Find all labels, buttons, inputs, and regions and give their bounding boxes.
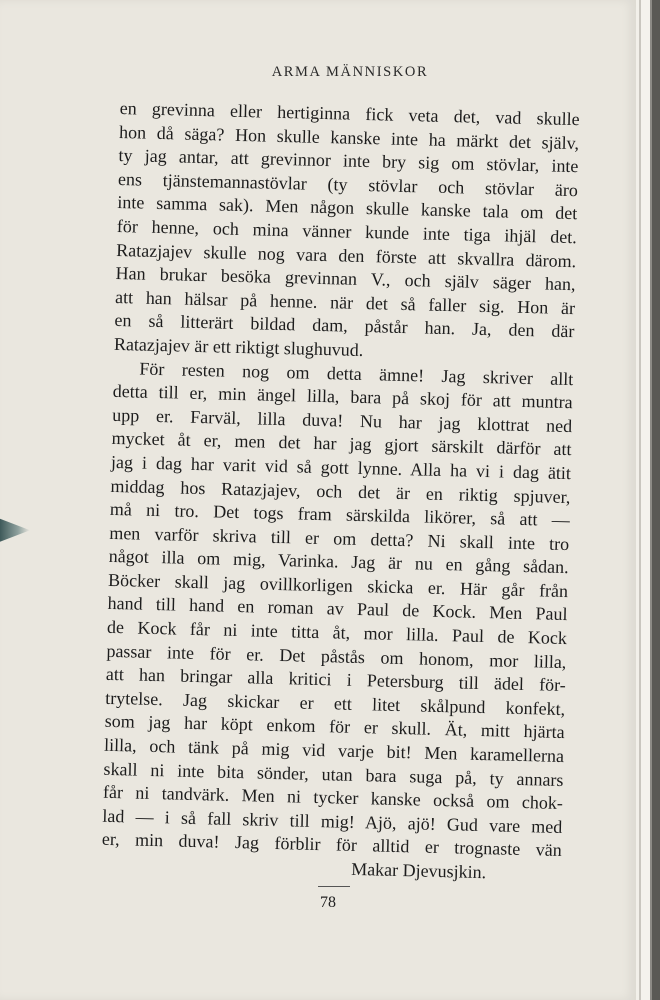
text-line: upp er. Farväl, lilla duva! Nu har jag klottrat ned xyxy=(111,404,573,436)
text-line: må ni tro. Det togs fram särskilda likörer, så att — xyxy=(109,498,571,531)
text-line: lilla, och tänk på mig vid varje bit! Men karamellerna xyxy=(103,734,565,767)
footer-rule xyxy=(318,886,350,887)
page-number: 78 xyxy=(320,894,336,911)
text-line: för henne, och mina vänner kunde inte tiga ihjäl det. xyxy=(116,215,577,248)
text-line: detta till er, min ängel lilla, bara på skoj för att muntra xyxy=(112,381,573,413)
text-line: middag hos Ratazjajev, och det är en riktig spjuver, xyxy=(110,475,571,507)
text-line: jag i dag har varit vid så gott lynne. Alla ha vi i dag ätit xyxy=(110,451,572,484)
text-line: hand till hand en roman av Paul de Kock. Men Paul xyxy=(107,593,568,625)
running-head: ARMA MÄNNISKOR xyxy=(271,64,429,80)
text-line: lad — i så fall skriv till mig! Ajö, ajö! Gud vare med xyxy=(102,805,563,837)
body-text xyxy=(101,97,580,887)
page-edge xyxy=(636,0,660,1000)
text-line: För resten nog om detta ämne! Jag skriver allt xyxy=(139,358,574,389)
text-line: mycket åt er, men det har jag gjort särskilt därför att xyxy=(111,428,572,460)
text-line: får ni tandvärk. Men ni tycker kanske också om chok- xyxy=(102,782,564,814)
text-line: hon då säga? Hon skulle kanske inte ha märkt det själv, xyxy=(118,121,580,153)
text-line: inte samma sak). Men någon skulle kanske tala om det xyxy=(117,192,578,224)
text-line: men varför skriva till er om detta? Ni skall inte tro xyxy=(109,522,570,554)
text-line: Ratazjajev är ett riktigt slughuvud. xyxy=(113,333,364,360)
text-line: en så litterärt bildad dam, påstår han. Ja, den där xyxy=(114,310,575,342)
text-line: Ratazjajev skulle nog vara den förste att skvallra därom. xyxy=(116,239,577,271)
text-line: en grevinna eller hertiginna fick veta det, vad skulle xyxy=(119,97,580,130)
text-line: skall ni inte bita sönder, utan bara suga på, ty annars xyxy=(103,758,564,790)
text-line: trytelse. Jag skickar er ett litet skålpund konfekt, xyxy=(105,687,566,719)
text-line: som jag har köpt enkom för er skull. Ät, mitt hjärta xyxy=(104,711,565,743)
text-line: ty jag antar, att grevinnor inte bry sig om stövlar, inte xyxy=(118,145,579,177)
text-line: passar inte för er. Det påstås om honom, mor lilla, xyxy=(106,640,567,672)
text-line: Böcker skall jag ovillkorligen skicka er. Här går från xyxy=(107,569,569,601)
signature-line: Makar Djevusjkin. xyxy=(350,858,487,883)
text-line: de Kock får ni inte titta åt, mor lilla. Paul de Kock xyxy=(106,616,568,649)
text-line: något illa om mig, Varinka. Jag är nu en gång sådan. xyxy=(108,546,569,578)
text-line: Han brukar besöka grevinnan V., och själv säger han, xyxy=(115,263,576,295)
text-line: att han hälsar på henne. när det så faller sig. Hon är xyxy=(114,286,576,318)
text-line: er, min duva! Jag förblir för alltid er trognaste vän xyxy=(101,829,562,861)
text-line: ens tjänstemannastövlar (ty stövlar och stövlar äro xyxy=(117,168,579,200)
text-line: att han bringar alla kritici i Petersburg till ädel för- xyxy=(105,664,567,696)
